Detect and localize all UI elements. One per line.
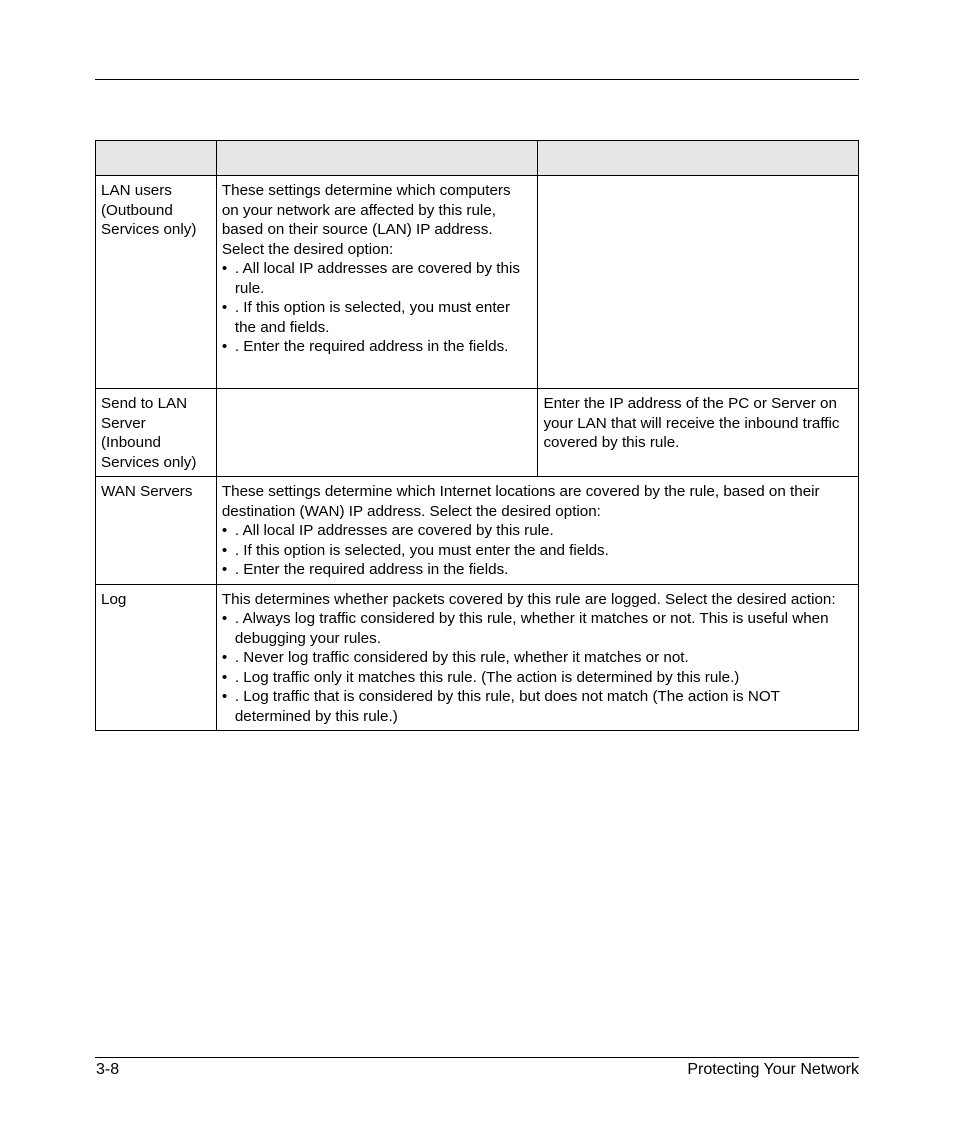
row-description xyxy=(216,176,538,389)
row-description xyxy=(216,389,538,477)
option-item: • . Log traffic only it matches this rule. (The action is determined by this rule.) xyxy=(222,668,852,688)
table-row xyxy=(96,176,859,389)
option-item: • . Always log traffic considered by this rule, whether it matches or not. This is useful when debugging your rules. xyxy=(222,609,852,648)
table-header-row xyxy=(96,141,859,176)
option-list xyxy=(222,521,852,580)
option-list xyxy=(222,259,532,357)
page-number: 3-8 xyxy=(96,1061,120,1078)
header-cell xyxy=(538,141,859,176)
table-row xyxy=(96,389,859,477)
row-name: LAN users (Outbound Services only) xyxy=(96,176,217,389)
row-name: Send to LAN Server (Inbound Services only) xyxy=(96,389,217,477)
row-description xyxy=(216,584,858,731)
option-item: • . All local IP addresses are covered by this rule. xyxy=(222,521,852,541)
rule-settings-table xyxy=(95,140,859,731)
description-intro: This determines whether packets covered by this rule are logged. Select the desired action: xyxy=(221,590,836,608)
footer-rule xyxy=(95,1057,859,1058)
option-item: • . Enter the required address in the fields. xyxy=(222,560,852,580)
table-row xyxy=(96,477,859,585)
option-item: • . If this option is selected, you must enter the and fields. xyxy=(222,541,852,561)
row-description xyxy=(216,477,858,585)
row-note xyxy=(538,176,859,389)
option-item: • . Never log traffic considered by this rule, whether it matches or not. xyxy=(222,648,852,668)
header-cell xyxy=(216,141,538,176)
option-item: • . All local IP addresses are covered by this rule. xyxy=(222,259,532,298)
footer-section-title: Protecting Your Network xyxy=(687,1061,859,1078)
row-name: WAN Servers xyxy=(96,477,217,585)
option-item: • . Log traffic that is considered by this rule, but does not match (The action is NOT determined by this rule.) xyxy=(222,687,852,726)
table-row xyxy=(96,584,859,731)
header-rule xyxy=(95,79,859,80)
row-name: Log xyxy=(96,584,217,731)
header-cell xyxy=(96,141,217,176)
description-intro: These settings determine which Internet locations are covered by the rule, based on their destination (WAN) IP address. Select the desired option: xyxy=(221,483,820,520)
option-item: • . If this option is selected, you must enter the and fields. xyxy=(222,298,532,337)
option-list xyxy=(222,609,852,726)
option-item: • . Enter the required address in the fields. xyxy=(222,337,532,357)
description-intro: These settings determine which computers on your network are affected by this rule, based on their source (LAN) IP address. Select the desired option: xyxy=(221,182,511,258)
row-note: Enter the IP address of the PC or Server on your LAN that will receive the inbound traffic covered by this rule. xyxy=(538,389,859,477)
